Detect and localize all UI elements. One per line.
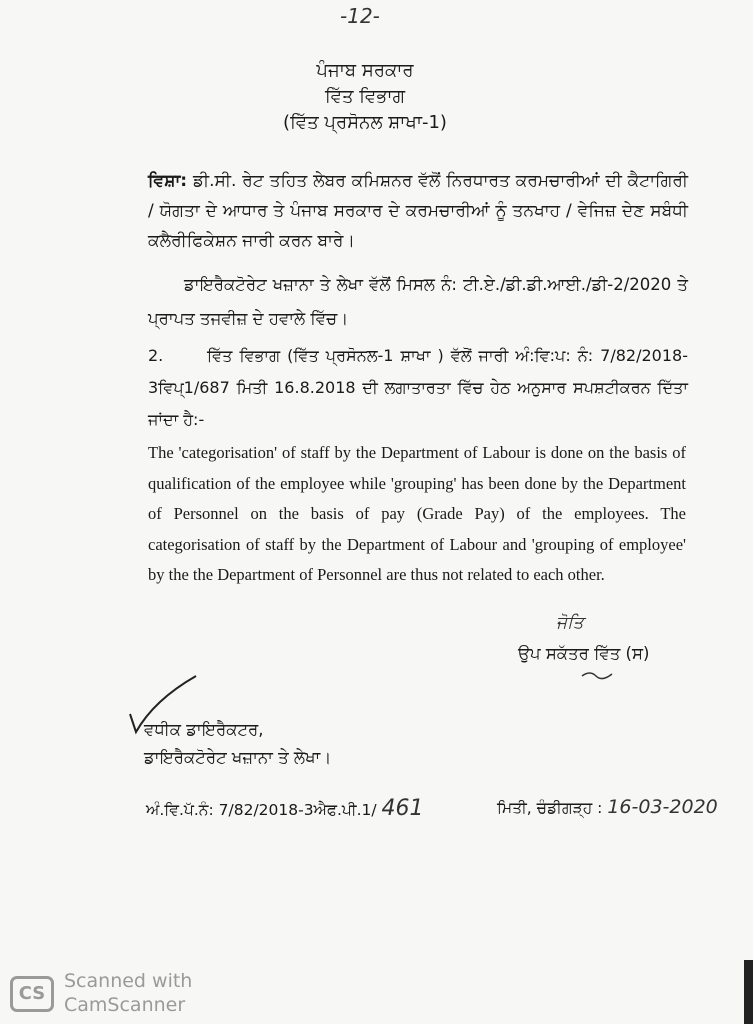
header-branch: (ਵਿੱਤ ਪ੍ਰਸੋਨਲ ਸ਼ਾਖਾ-1) [283, 112, 447, 133]
page-edge-shadow [744, 960, 753, 1024]
paragraph-2 [148, 340, 688, 436]
recipient-block [144, 716, 331, 772]
endorsement-number: ਅੰ.ਵਿ.ਪੱ.ਨੰ: 7/82/2018-3ਐਫ.ਪੀ.1/ [146, 801, 377, 819]
paragraph-2-number: 2. [148, 346, 164, 365]
page-number: -12- [340, 4, 380, 28]
header-department: ਵਿੱਤ ਵਿਭਾਗ [324, 86, 406, 107]
signatory-designation: ਉਪ ਸਕੱਤਰ ਵਿੱਤ (ਸ) [518, 644, 650, 663]
paragraph-2-text: ਵਿੱਤ ਵਿਭਾਗ (ਵਿੱਤ ਪ੍ਰਸੋਨਲ-1 ਸ਼ਾਖਾ ) ਵੱਲੋਂ ਜਾਰੀ ਅੰ:ਵਿ:ਪ: ਨੰ: 7/82/2018-3ਵਿਪ੍1/687 ਮਿਤੀ 16.8.2018 ਦੀ ਲਗਾਤਾਰਤਾ ਵਿੱਚ ਹੇਠ ਅਨੁਸਾਰ ਸਪਸ਼ਟੀਕਰਨ ਦਿੱਤਾ ਜਾਂਦਾ ਹੈ:- [148, 346, 688, 429]
scanner-line-2: CamScanner [64, 994, 186, 1016]
scanner-watermark [0, 962, 260, 1024]
english-clarification [148, 438, 686, 591]
camscanner-logo: CS [10, 976, 54, 1012]
subject-text: ਡੀ.ਸੀ. ਰੇਟ ਤਹਿਤ ਲੇਬਰ ਕਮਿਸ਼ਨਰ ਵੱਲੋਂ ਨਿਰਧਾਰਤ ਕਰਮਚਾਰੀਆਂ ਦੀ ਕੈਟਾਗਿਰੀ / ਯੋਗਤਾ ਦੇ ਆਧਾਰ ਤੇ ਪੰਜਾਬ ਸਰਕਾਰ ਦੇ ਕਰਮਚਾਰੀਆਂ ਨੂੰ ਤਨਖਾਹ / ਵੇਜਿਜ਼ ਦੇਣ ਸਬੰਧੀ ਕਲੈਰੀਫਿਕੇਸ਼ਨ ਜਾਰੀ ਕਰਨ ਬਾਰੇ। [148, 171, 688, 251]
date-label: ਮਿਤੀ, ਚੰਡੀਗੜ੍ਹ : [497, 799, 603, 817]
endorsement-handwritten-number: 461 [381, 796, 424, 821]
subject-block [148, 166, 688, 256]
subject-label: ਵਿਸ਼ਾ: [148, 171, 188, 191]
recipient-office: ਡਾਇਰੈਕਟੋਰੇਟ ਖਜ਼ਾਨਾ ਤੇ ਲੇਖਾ। [144, 748, 332, 767]
paragraph-1: ਡਾਇਰੈਕਟੋਰੇਟ ਖਜ਼ਾਨਾ ਤੇ ਲੇਖਾ ਵੱਲੋਂ ਮਿਸਲ ਨੰ: ਟੀ.ਏ./ਡੀ.ਡੀ.ਆਈ./ਡੀ-2/2020 ਤੇ ਪ੍ਰਾਪਤ ਤਜਵੀਜ਼ ਦੇ ਹਵਾਲੇ ਵਿੱਚ। [148, 275, 688, 328]
signature-handwritten: ਜੋਤਿ [556, 613, 584, 633]
signature-flourish [580, 668, 614, 682]
endorsement-date [497, 796, 718, 818]
date-handwritten: 16-03-2020 [607, 796, 718, 818]
letterhead [200, 58, 530, 136]
scanner-line-1: Scanned with [64, 970, 193, 992]
recipient-title: ਵਧੀਕ ਡਾਇਰੈਕਟਰ, [144, 720, 264, 739]
endorsement-reference [146, 796, 424, 821]
header-government: ਪੰਜਾਬ ਸਰਕਾਰ [316, 60, 414, 81]
english-paragraph: The 'categorisation' of staff by the Department of Labour is done on the basis of qualification of the employee while 'grouping' has been done by the Department of Personnel on the basis of pay (Grade Pay) of the employees. The categorisation of staff by the Department of Labour and 'grouping of employee' by the the Department of Personnel are thus not related to each other. [148, 443, 686, 584]
